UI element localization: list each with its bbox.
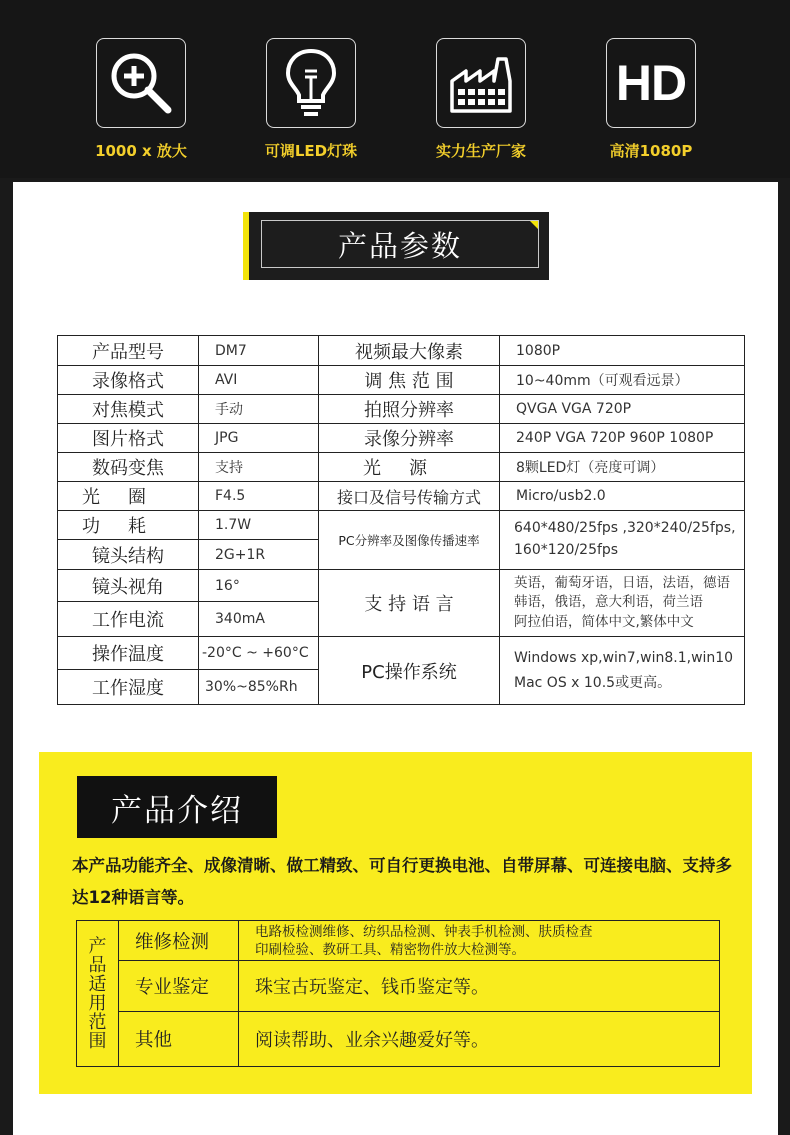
usage-row	[119, 1012, 719, 1066]
table-row	[58, 637, 745, 670]
spec-key: 光圈	[58, 482, 199, 511]
usage-row	[119, 921, 719, 961]
title-accent-bar	[243, 212, 249, 280]
usage-row	[119, 961, 719, 1012]
intro-title-box	[77, 776, 277, 838]
spec-value-line: Windows xp,win7,win8.1,win10	[514, 650, 734, 666]
title-frame	[261, 220, 539, 268]
usage-value-line: 电路板检测维修、纺织品检测、钟表手机检测、肤质检查	[255, 924, 593, 940]
spec-value: 支持	[199, 453, 319, 482]
usage-value-line: 印刷检验、教研工具、精密物件放大检测等。	[255, 942, 525, 958]
usage-value: 珠宝古玩鉴定、钱币鉴定等。	[255, 977, 489, 998]
spec-key: 工作湿度	[58, 670, 199, 705]
spec-key: 镜头视角	[58, 570, 199, 602]
table-row	[58, 336, 745, 366]
usage-side-char: 范	[88, 1011, 107, 1033]
params-title-banner	[243, 212, 549, 280]
spec-key: PC操作系统	[319, 637, 500, 705]
table-row	[58, 395, 745, 424]
feature-factory	[421, 38, 541, 161]
spec-value-line: 韩语，俄语，意大利语，荷兰语	[514, 594, 703, 611]
usage-side-char: 产	[88, 935, 107, 957]
usage-side-char: 围	[88, 1030, 107, 1052]
led-bulb-icon	[266, 38, 356, 128]
spec-table	[57, 335, 745, 705]
spec-value: JPG	[199, 424, 319, 453]
feature-led	[251, 38, 371, 161]
usage-side-char: 品	[88, 954, 107, 976]
spec-value: -20°C ~ +60°C	[199, 637, 319, 670]
spec-key: 调 焦 范 围	[319, 366, 500, 395]
usage-value	[239, 921, 717, 960]
spec-key: 光源	[319, 453, 500, 482]
intro-title: 产品介绍	[111, 792, 243, 829]
feature-label: 高清1080P	[609, 142, 693, 160]
spec-key: 支 持 语 言	[319, 570, 500, 637]
feature-hd	[591, 38, 711, 161]
usage-key: 维修检测	[119, 921, 239, 960]
table-row	[58, 511, 745, 540]
magnifier-plus-icon	[96, 38, 186, 128]
spec-key: 接口及信号传输方式	[319, 482, 500, 511]
params-title: 产品参数	[337, 228, 462, 263]
usage-side-label	[77, 921, 119, 1066]
spec-value: 16°	[199, 570, 319, 602]
usage-table	[76, 920, 720, 1067]
spec-key: 录像分辨率	[319, 424, 500, 453]
feature-label: 实力生产厂家	[435, 142, 526, 160]
spec-value: 1080P	[500, 336, 745, 366]
table-row	[58, 424, 745, 453]
spec-key: 图片格式	[58, 424, 199, 453]
table-row	[58, 482, 745, 511]
spec-value-line: 阿拉伯语，简体中文,繁体中文	[514, 613, 694, 630]
spec-value: F4.5	[199, 482, 319, 511]
spec-value	[500, 637, 745, 705]
hd-icon	[606, 38, 696, 128]
feature-label: 1000 x 放大	[95, 142, 187, 160]
factory-icon	[436, 38, 526, 128]
table-row	[58, 570, 745, 602]
spec-value: Micro/usb2.0	[500, 482, 745, 511]
spec-key: 操作温度	[58, 637, 199, 670]
spec-key: 数码变焦	[58, 453, 199, 482]
usage-side-char: 适	[88, 973, 107, 995]
table-row	[58, 366, 745, 395]
usage-key: 专业鉴定	[119, 961, 239, 1011]
spec-key: 拍照分辨率	[319, 395, 500, 424]
spec-value-line: 640*480/25fps ,320*240/25fps,	[514, 520, 736, 537]
spec-value-line: 英语，葡萄牙语，日语，法语，德语	[514, 574, 730, 591]
spec-key: 镜头结构	[58, 540, 199, 570]
hd-icon-text: HD	[615, 55, 687, 111]
spec-key: 对焦模式	[58, 395, 199, 424]
spec-value	[500, 511, 745, 570]
spec-value: DM7	[199, 336, 319, 366]
feature-label: 可调LED灯珠	[264, 142, 358, 160]
spec-value: 手动	[199, 395, 319, 424]
spec-key: 功耗	[58, 511, 199, 540]
spec-key: 工作电流	[58, 602, 199, 637]
spec-value: QVGA VGA 720P	[500, 395, 745, 424]
intro-section	[39, 752, 752, 1094]
spec-value: 8颗LED灯（亮度可调）	[500, 453, 745, 482]
spec-value: AVI	[199, 366, 319, 395]
usage-key: 其他	[119, 1012, 239, 1066]
spec-value: 2G+1R	[199, 540, 319, 570]
spec-key: 视频最大像素	[319, 336, 500, 366]
spec-value: 340mA	[199, 602, 319, 637]
usage-side-char: 用	[88, 992, 107, 1014]
spec-value: 10~40mm（可观看远景）	[500, 366, 745, 395]
usage-value: 阅读帮助、业余兴趣爱好等。	[255, 1030, 489, 1051]
spec-key: 产品型号	[58, 336, 199, 366]
table-row	[58, 453, 745, 482]
spec-value: 240P VGA 720P 960P 1080P	[500, 424, 745, 453]
spec-value	[500, 570, 745, 637]
spec-value-line: Mac OS x 10.5或更高。	[514, 674, 672, 691]
spec-value: 1.7W	[199, 511, 319, 540]
spec-value-line: 160*120/25fps	[514, 542, 619, 558]
intro-text: 本产品功能齐全、成像清晰、做工精致、可自行更换电池、自带屏幕、可连接电脑、支持多达12种语言等。	[72, 856, 732, 907]
spec-value: 30%~85%Rh	[199, 670, 319, 705]
spec-key: PC分辨率及图像传播速率	[319, 511, 500, 570]
feature-bar	[0, 0, 790, 178]
feature-magnify	[81, 38, 201, 161]
spec-key: 录像格式	[58, 366, 199, 395]
